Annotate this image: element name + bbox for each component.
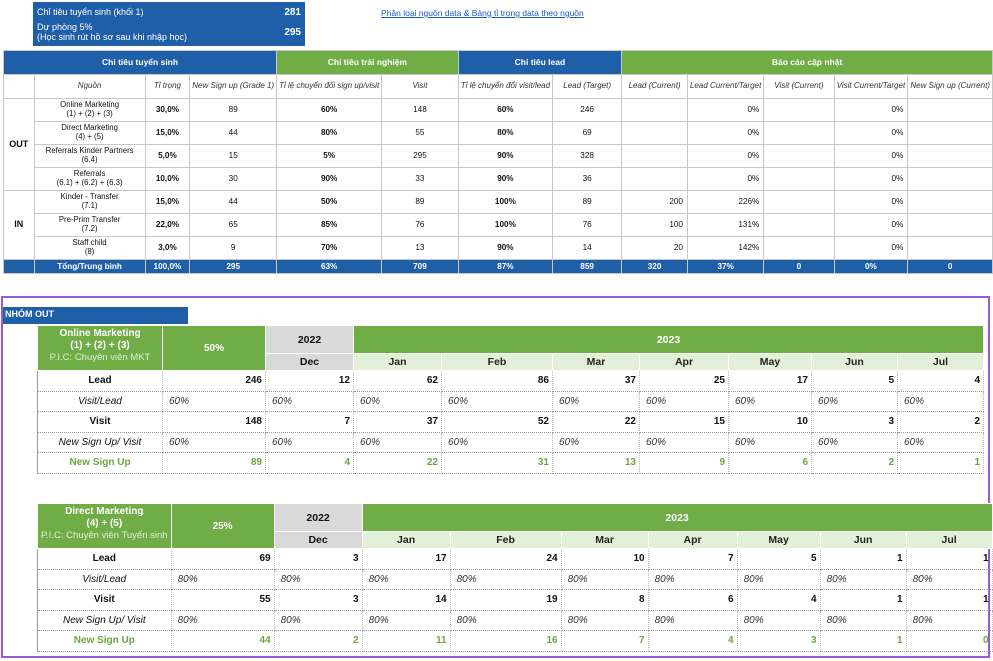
metric-month-value[interactable]: 2: [812, 453, 898, 474]
subheader-lead-ratio: Lead Current/Target: [687, 75, 763, 99]
metric-month-value[interactable]: 15: [640, 412, 729, 433]
metric-month-value[interactable]: 10: [561, 549, 648, 570]
visit-cell[interactable]: 55: [382, 122, 459, 145]
metric-row: [38, 453, 984, 474]
lead-current-cell[interactable]: 20: [622, 237, 688, 260]
metric-month-value[interactable]: 80%: [906, 569, 992, 590]
metric-row: [38, 432, 984, 453]
group-out-cell: OUT: [4, 99, 35, 191]
summary-reserve-label-line1: Dự phòng 5%: [37, 22, 93, 32]
metric-label: Lead: [38, 371, 163, 392]
metric-month-value[interactable]: 10: [729, 412, 812, 433]
month-header: May: [729, 354, 812, 371]
metric-month-value[interactable]: 4: [737, 590, 820, 611]
visit-current-cell[interactable]: [764, 191, 834, 214]
targets-table: [3, 50, 993, 274]
source-row: [4, 145, 993, 168]
metric-month-value[interactable]: 16: [450, 631, 561, 652]
channel-share-cell[interactable]: 50%: [163, 326, 266, 371]
metric-month-value[interactable]: 22: [354, 453, 442, 474]
signup-visit-rate-cell[interactable]: 5%: [277, 145, 382, 168]
lead-target-cell[interactable]: 76: [553, 214, 622, 237]
metric-month-value[interactable]: 37: [354, 412, 442, 433]
metric-month-value[interactable]: 60%: [640, 432, 729, 453]
subheader-lead-target: Lead (Target): [553, 75, 622, 99]
subheader-lead-current: Lead (Current): [622, 75, 688, 99]
metric-month-value[interactable]: 12: [266, 371, 354, 392]
pic-label: P.I.C: Chuyên viên Tuyển sinh: [41, 530, 168, 541]
year-2022-header: 2022: [274, 504, 362, 532]
month-header: Jan: [362, 532, 450, 549]
weight-cell[interactable]: 30,0%: [145, 99, 190, 122]
new-signup-cell[interactable]: 44: [190, 191, 277, 214]
metric-month-value[interactable]: 80%: [737, 610, 820, 631]
channel-name: Direct Marketing: [65, 506, 144, 517]
source-row: [4, 122, 993, 145]
source-name-cell[interactable]: [34, 168, 145, 191]
metric-total[interactable]: 44: [171, 631, 274, 652]
source-name: Direct Marketing: [61, 123, 118, 133]
metric-month-value[interactable]: 1: [906, 549, 992, 570]
lead-current-cell[interactable]: [622, 168, 688, 191]
summary-target-label: Chỉ tiêu tuyển sinh (khối 1): [37, 7, 144, 17]
channel-name: Online Marketing: [59, 328, 141, 339]
channel-name-cell: [38, 504, 172, 549]
total-lead-current[interactable]: 320: [622, 260, 688, 274]
lead-ratio-cell[interactable]: 0%: [687, 99, 763, 122]
metric-month-value[interactable]: 2: [898, 412, 984, 433]
metric-month-value[interactable]: 80%: [820, 610, 906, 631]
metric-total[interactable]: 60%: [163, 432, 266, 453]
metric-month-value[interactable]: 5: [737, 549, 820, 570]
source-name-cell[interactable]: [34, 145, 145, 168]
metric-row: [38, 631, 993, 652]
total-new-signup[interactable]: 295: [190, 260, 277, 274]
metric-month-value[interactable]: 60%: [354, 391, 442, 412]
metric-month-value[interactable]: 7: [561, 631, 648, 652]
summary-target-value[interactable]: 281: [284, 7, 301, 18]
lead-current-cell[interactable]: [622, 145, 688, 168]
metric-month-value[interactable]: 31: [442, 453, 553, 474]
month-header: Jun: [820, 532, 906, 549]
weight-cell[interactable]: 10,0%: [145, 168, 190, 191]
enrollment-summary-box: [33, 2, 305, 46]
metric-month-value[interactable]: 1: [820, 590, 906, 611]
metric-month-value[interactable]: 60%: [266, 432, 354, 453]
visit-lead-rate-cell[interactable]: 90%: [458, 237, 552, 260]
metric-month-value[interactable]: 60%: [729, 391, 812, 412]
metric-total[interactable]: 80%: [171, 569, 274, 590]
metric-month-value[interactable]: 14: [362, 590, 450, 611]
source-name: Referrals: [73, 169, 106, 179]
weight-cell[interactable]: 15,0%: [145, 191, 190, 214]
channel-block-table: [37, 325, 984, 474]
metric-total[interactable]: 246: [163, 371, 266, 392]
group-out-label: NHÓM OUT: [3, 307, 188, 324]
metric-total[interactable]: 55: [171, 590, 274, 611]
total-lead-target[interactable]: 859: [553, 260, 622, 274]
metric-month-value[interactable]: 13: [553, 453, 640, 474]
lead-ratio-cell[interactable]: 0%: [687, 168, 763, 191]
source-code: (7.2): [81, 224, 98, 233]
month-header: Jun: [812, 354, 898, 371]
group-in-cell: IN: [4, 191, 35, 260]
lead-current-cell[interactable]: 100: [622, 214, 688, 237]
metric-row: [38, 610, 993, 631]
metric-month-value[interactable]: 60%: [898, 432, 984, 453]
total-signup-current[interactable]: 0: [908, 260, 993, 274]
subheader-row: [4, 75, 993, 99]
metric-month-value[interactable]: 60%: [729, 432, 812, 453]
source-name-cell[interactable]: [34, 191, 145, 214]
metric-total[interactable]: 148: [163, 412, 266, 433]
metric-month-value[interactable]: 4: [266, 453, 354, 474]
visit-ratio-cell[interactable]: 0%: [834, 122, 908, 145]
metric-label: Visit: [38, 412, 163, 433]
metric-row: [38, 371, 984, 392]
source-code: (4) + (5): [75, 132, 104, 141]
visit-ratio-cell[interactable]: 0%: [834, 168, 908, 191]
year-2023-header: 2023: [362, 504, 992, 532]
total-visit-lead-rate[interactable]: 87%: [458, 260, 552, 274]
metric-label: New Sign Up/ Visit: [38, 610, 172, 631]
metric-month-value[interactable]: 60%: [640, 391, 729, 412]
metric-row: [38, 412, 984, 433]
visit-cell[interactable]: 148: [382, 99, 459, 122]
lead-current-cell[interactable]: 200: [622, 191, 688, 214]
source-name-cell[interactable]: [34, 122, 145, 145]
metric-total[interactable]: 69: [171, 549, 274, 570]
visit-cell[interactable]: 89: [382, 191, 459, 214]
data-source-link[interactable]: Phân loại nguồn data & Bảng tỉ trọng data theo nguồn: [381, 8, 584, 18]
signup-visit-rate-cell[interactable]: 60%: [277, 99, 382, 122]
signup-current-cell[interactable]: [908, 145, 993, 168]
source-row: [4, 168, 993, 191]
new-signup-cell[interactable]: 65: [190, 214, 277, 237]
lead-target-cell[interactable]: 328: [553, 145, 622, 168]
metric-month-value[interactable]: 3: [274, 549, 362, 570]
pic-label: P.I.C: Chuyên viên MKT: [49, 352, 151, 363]
metric-month-value[interactable]: 80%: [820, 569, 906, 590]
metric-month-value[interactable]: 4: [898, 371, 984, 392]
metric-total[interactable]: 89: [163, 453, 266, 474]
metric-month-value[interactable]: 60%: [812, 432, 898, 453]
metric-month-value[interactable]: 80%: [648, 569, 737, 590]
weight-cell[interactable]: 15,0%: [145, 122, 190, 145]
month-header: Apr: [648, 532, 737, 549]
metric-total[interactable]: 80%: [171, 610, 274, 631]
subheader-new-signup: New Sign up (Grade 1): [190, 75, 277, 99]
metric-month-value[interactable]: 6: [729, 453, 812, 474]
header-update-report: Báo cáo cập nhật: [622, 51, 993, 75]
metric-month-value[interactable]: 8: [561, 590, 648, 611]
channel-name-cell: [38, 326, 163, 371]
visit-ratio-cell[interactable]: 0%: [834, 145, 908, 168]
metric-month-value[interactable]: 60%: [553, 432, 640, 453]
metric-month-value[interactable]: 1: [820, 549, 906, 570]
signup-visit-rate-cell[interactable]: 50%: [277, 191, 382, 214]
metric-month-value[interactable]: 80%: [561, 610, 648, 631]
subheader-group: [4, 75, 35, 99]
metric-month-value[interactable]: 86: [442, 371, 553, 392]
signup-visit-rate-cell[interactable]: 80%: [277, 122, 382, 145]
lead-current-cell[interactable]: [622, 99, 688, 122]
metric-month-value[interactable]: 80%: [561, 569, 648, 590]
source-code: (6.4): [81, 155, 98, 164]
channel-code: (4) + (5): [86, 517, 123, 529]
metric-month-value[interactable]: 1: [898, 453, 984, 474]
metric-month-value[interactable]: 80%: [362, 610, 450, 631]
weight-cell[interactable]: 22,0%: [145, 214, 190, 237]
metric-label: Visit/Lead: [38, 391, 163, 412]
summary-reserve-label: [37, 22, 187, 43]
subheader-visit-ratio: Visit Current/Target: [834, 75, 908, 99]
source-name-cell[interactable]: [34, 214, 145, 237]
lead-ratio-cell[interactable]: 0%: [687, 122, 763, 145]
lead-target-cell[interactable]: 246: [553, 99, 622, 122]
total-label: Tổng/Trung bình: [34, 260, 145, 274]
header-lead-targets: Chỉ tiêu lead: [458, 51, 621, 75]
signup-visit-rate-cell[interactable]: 70%: [277, 237, 382, 260]
lead-target-cell[interactable]: 89: [553, 191, 622, 214]
metric-month-value[interactable]: 60%: [553, 391, 640, 412]
metric-row: [38, 590, 993, 611]
subheader-visit: Visit: [382, 75, 459, 99]
month-header: Jan: [354, 354, 442, 371]
source-name: Kinder - Transfer: [60, 192, 119, 202]
source-name: Referrals Kinder Partners: [45, 146, 134, 156]
subheader-source: Nguồn: [34, 75, 145, 99]
metric-month-value[interactable]: 80%: [274, 569, 362, 590]
month-header: Jul: [898, 354, 984, 371]
metric-row: [38, 569, 993, 590]
metric-month-value[interactable]: 17: [362, 549, 450, 570]
visit-lead-rate-cell[interactable]: 80%: [458, 122, 552, 145]
visit-lead-rate-cell[interactable]: 100%: [458, 214, 552, 237]
metric-month-value[interactable]: 60%: [442, 432, 553, 453]
visit-lead-rate-cell[interactable]: 90%: [458, 168, 552, 191]
visit-current-cell[interactable]: [764, 237, 834, 260]
month-header: May: [737, 532, 820, 549]
lead-target-cell[interactable]: 14: [553, 237, 622, 260]
summary-reserve-label-line2: (Học sinh rút hồ sơ sau khi nhập học): [37, 32, 187, 43]
new-signup-cell[interactable]: 89: [190, 99, 277, 122]
lead-ratio-cell[interactable]: 142%: [687, 237, 763, 260]
metric-month-value[interactable]: 3: [812, 412, 898, 433]
source-name: Pre-Prim Transfer: [58, 215, 121, 225]
month-header: Feb: [442, 354, 553, 371]
metric-month-value[interactable]: 80%: [906, 610, 992, 631]
metric-total[interactable]: 60%: [163, 391, 266, 412]
subheader-signup-visit-rate: Tỉ lệ chuyển đổi sign up/visit: [277, 75, 382, 99]
lead-ratio-cell[interactable]: 131%: [687, 214, 763, 237]
lead-target-cell[interactable]: 69: [553, 122, 622, 145]
metric-month-value[interactable]: 4: [648, 631, 737, 652]
metric-label: New Sign Up: [38, 631, 172, 652]
metric-month-value[interactable]: 62: [354, 371, 442, 392]
lead-current-cell[interactable]: [622, 122, 688, 145]
subheader-visit-current: Visit (Current): [764, 75, 834, 99]
month-header: Feb: [450, 532, 561, 549]
source-code: (6.1) + (6.2) + (6.3): [56, 178, 123, 187]
metric-label: Lead: [38, 549, 172, 570]
total-group: [4, 260, 35, 274]
visit-lead-rate-cell[interactable]: 100%: [458, 191, 552, 214]
metric-month-value[interactable]: 60%: [354, 432, 442, 453]
metric-month-value[interactable]: 80%: [737, 569, 820, 590]
source-name-cell[interactable]: [34, 99, 145, 122]
total-visit[interactable]: 709: [382, 260, 459, 274]
metric-month-value[interactable]: 52: [442, 412, 553, 433]
signup-current-cell[interactable]: [908, 191, 993, 214]
metric-row: [38, 391, 984, 412]
new-signup-cell[interactable]: 44: [190, 122, 277, 145]
visit-lead-rate-cell[interactable]: 90%: [458, 145, 552, 168]
metric-month-value[interactable]: 19: [450, 590, 561, 611]
weight-cell[interactable]: 3,0%: [145, 237, 190, 260]
new-signup-cell[interactable]: 9: [190, 237, 277, 260]
metric-month-value[interactable]: 3: [274, 590, 362, 611]
visit-ratio-cell[interactable]: 0%: [834, 99, 908, 122]
source-name: Staff child: [72, 238, 107, 248]
summary-reserve-value[interactable]: 295: [284, 27, 301, 38]
metric-month-value[interactable]: 60%: [266, 391, 354, 412]
source-row: [4, 214, 993, 237]
subheader-signup-current: New Sign up (Current): [908, 75, 993, 99]
visit-ratio-cell[interactable]: 0%: [834, 237, 908, 260]
source-code: (8): [84, 247, 95, 256]
metric-month-value[interactable]: 6: [648, 590, 737, 611]
total-signup-visit-rate[interactable]: 63%: [277, 260, 382, 274]
signup-current-cell[interactable]: [908, 122, 993, 145]
visit-current-cell[interactable]: [764, 122, 834, 145]
metric-month-value[interactable]: 80%: [648, 610, 737, 631]
total-lead-ratio[interactable]: 37%: [687, 260, 763, 274]
metric-month-value[interactable]: 80%: [274, 610, 362, 631]
source-code: (1) + (2) + (3): [66, 109, 113, 118]
visit-cell[interactable]: 295: [382, 145, 459, 168]
month-header: Dec: [266, 354, 354, 371]
metric-label: Visit: [38, 590, 172, 611]
new-signup-cell[interactable]: 15: [190, 145, 277, 168]
source-row: [4, 191, 993, 214]
source-name-cell[interactable]: [34, 237, 145, 260]
subheader-visit-lead-rate: Tỉ lệ chuyển đổi visit/lead: [458, 75, 552, 99]
year-2023-header: 2023: [354, 326, 984, 354]
year-2022-header: 2022: [266, 326, 354, 354]
visit-current-cell[interactable]: [764, 168, 834, 191]
metric-label: New Sign Up/ Visit: [38, 432, 163, 453]
source-code: (7.1): [81, 201, 98, 210]
signup-visit-rate-cell[interactable]: 85%: [277, 214, 382, 237]
metric-month-value[interactable]: 1: [820, 631, 906, 652]
lead-target-cell[interactable]: 36: [553, 168, 622, 191]
metric-month-value[interactable]: 9: [640, 453, 729, 474]
metric-month-value[interactable]: 24: [450, 549, 561, 570]
source-row: [4, 237, 993, 260]
visit-lead-rate-cell[interactable]: 60%: [458, 99, 552, 122]
signup-current-cell[interactable]: [908, 168, 993, 191]
metric-month-value[interactable]: 1: [906, 590, 992, 611]
visit-current-cell[interactable]: [764, 145, 834, 168]
metric-month-value[interactable]: 5: [812, 371, 898, 392]
metric-month-value[interactable]: 7: [266, 412, 354, 433]
metric-month-value[interactable]: 11: [362, 631, 450, 652]
channel-block-table: [37, 503, 993, 652]
visit-current-cell[interactable]: [764, 214, 834, 237]
metric-month-value[interactable]: 60%: [442, 391, 553, 412]
month-header: Jul: [906, 532, 992, 549]
visit-cell[interactable]: 33: [382, 168, 459, 191]
source-name: Online Marketing: [60, 100, 120, 110]
total-row: [4, 260, 993, 274]
metric-month-value[interactable]: 60%: [812, 391, 898, 412]
visit-ratio-cell[interactable]: 0%: [834, 191, 908, 214]
metric-month-value[interactable]: 17: [729, 371, 812, 392]
metric-month-value[interactable]: 80%: [450, 569, 561, 590]
metric-label: Visit/Lead: [38, 569, 172, 590]
metric-month-value[interactable]: 80%: [362, 569, 450, 590]
lead-ratio-cell[interactable]: 226%: [687, 191, 763, 214]
lead-ratio-cell[interactable]: 0%: [687, 145, 763, 168]
month-header: Mar: [553, 354, 640, 371]
metric-month-value[interactable]: 37: [553, 371, 640, 392]
metric-month-value[interactable]: 2: [274, 631, 362, 652]
metric-month-value[interactable]: 22: [553, 412, 640, 433]
metric-month-value[interactable]: 3: [737, 631, 820, 652]
visit-ratio-cell[interactable]: 0%: [834, 214, 908, 237]
month-header: Apr: [640, 354, 729, 371]
metric-month-value[interactable]: 7: [648, 549, 737, 570]
signup-current-cell[interactable]: [908, 237, 993, 260]
metric-row: [38, 549, 993, 570]
visit-cell[interactable]: 13: [382, 237, 459, 260]
channel-code: (1) + (2) + (3): [70, 339, 130, 351]
header-experience-targets: Chỉ tiêu trải nghiệm: [277, 51, 459, 75]
total-visit-current[interactable]: 0: [764, 260, 834, 274]
header-enrollment-targets: Chỉ tiêu tuyển sinh: [4, 51, 277, 75]
signup-current-cell[interactable]: [908, 214, 993, 237]
subheader-weight: Tỉ trọng: [145, 75, 190, 99]
visit-current-cell[interactable]: [764, 99, 834, 122]
total-visit-ratio[interactable]: 0%: [834, 260, 908, 274]
month-header: Dec: [274, 532, 362, 549]
signup-visit-rate-cell[interactable]: 90%: [277, 168, 382, 191]
metric-month-value[interactable]: 60%: [898, 391, 984, 412]
metric-month-value[interactable]: 0: [906, 631, 992, 652]
weight-cell[interactable]: 5,0%: [145, 145, 190, 168]
channel-share-cell[interactable]: 25%: [171, 504, 274, 549]
total-weight[interactable]: 100,0%: [145, 260, 190, 274]
source-row: [4, 99, 993, 122]
visit-cell[interactable]: 76: [382, 214, 459, 237]
metric-month-value[interactable]: 25: [640, 371, 729, 392]
signup-current-cell[interactable]: [908, 99, 993, 122]
metric-label: New Sign Up: [38, 453, 163, 474]
new-signup-cell[interactable]: 30: [190, 168, 277, 191]
metric-month-value[interactable]: 80%: [450, 610, 561, 631]
month-header: Mar: [561, 532, 648, 549]
